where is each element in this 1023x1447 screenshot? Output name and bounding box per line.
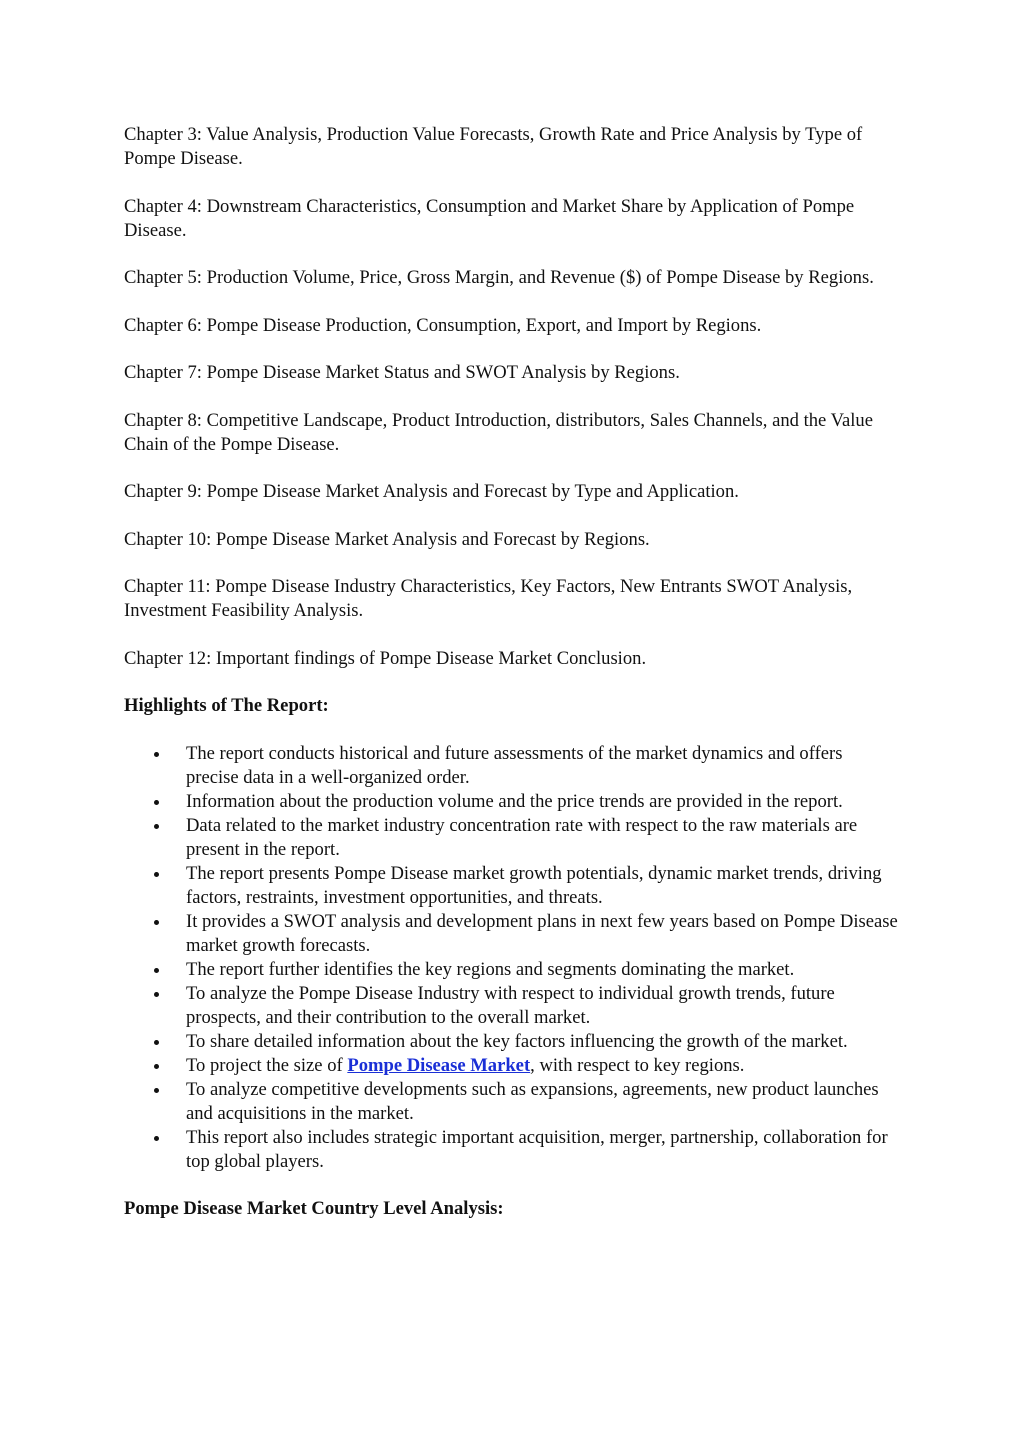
bullet-icon	[154, 872, 159, 877]
bullet-icon	[154, 1040, 159, 1045]
bullet-icon	[154, 992, 159, 997]
list-item-text: The report presents Pompe Disease market growth potentials, dynamic market trends, driving factors, restraints, investment opportunities, and threats.	[186, 862, 882, 908]
bullet-icon	[154, 824, 159, 829]
bullet-icon	[154, 1064, 159, 1069]
list-item	[124, 1030, 899, 1054]
list-item	[124, 1078, 899, 1126]
list-item-text: This report also includes strategic important acquisition, merger, partnership, collaboration for top global players.	[186, 1126, 888, 1172]
bullet-icon	[154, 1136, 159, 1141]
list-item-text-after-link: , with respect to key regions.	[530, 1054, 745, 1076]
list-item	[124, 958, 899, 982]
chapter-8-paragraph: Chapter 8: Competitive Landscape, Product Introduction, distributors, Sales Channels, and the Value Chain of the Pompe Disease.	[124, 409, 873, 455]
list-item	[124, 1126, 899, 1174]
highlights-list	[124, 742, 899, 1174]
list-item-text: To analyze the Pompe Disease Industry with respect to individual growth trends, future prospects, and their contribution to the overall market.	[186, 982, 835, 1028]
chapter-11-paragraph: Chapter 11: Pompe Disease Industry Characteristics, Key Factors, New Entrants SWOT Analysis, Investment Feasibility Analysis.	[124, 576, 853, 621]
list-item	[124, 982, 899, 1030]
highlights-heading: Highlights of The Report:	[124, 695, 329, 716]
list-item-text-before-link: To project the size of	[186, 1054, 348, 1076]
list-item	[124, 742, 899, 790]
chapter-12-paragraph: Chapter 12: Important findings of Pompe Disease Market Conclusion.	[124, 647, 647, 669]
country-level-analysis-heading: Pompe Disease Market Country Level Analysis:	[124, 1198, 504, 1219]
bullet-icon	[154, 800, 159, 805]
list-item	[124, 910, 899, 958]
bullet-icon	[154, 968, 159, 973]
chapter-3-paragraph: Chapter 3: Value Analysis, Production Value Forecasts, Growth Rate and Price Analysis by Type of Pompe Disease.	[124, 124, 863, 169]
list-item	[124, 790, 899, 814]
list-item-text: The report further identifies the key regions and segments dominating the market.	[186, 958, 795, 980]
list-item	[124, 814, 899, 862]
list-item	[124, 862, 899, 910]
bullet-icon	[154, 1088, 159, 1093]
bullet-icon	[154, 920, 159, 925]
pompe-disease-market-link[interactable]: Pompe Disease Market	[347, 1054, 531, 1076]
list-item-text: Data related to the market industry concentration rate with respect to the raw materials are present in the report.	[186, 814, 858, 860]
chapter-5-paragraph: Chapter 5: Production Volume, Price, Gross Margin, and Revenue ($) of Pompe Disease by Regions.	[124, 267, 874, 288]
list-item-text: To analyze competitive developments such as expansions, agreements, new product launches and acquisitions in the market.	[186, 1078, 879, 1124]
list-item-text: To share detailed information about the key factors influencing the growth of the market.	[186, 1030, 848, 1052]
chapter-9-paragraph: Chapter 9: Pompe Disease Market Analysis and Forecast by Type and Application.	[124, 481, 739, 502]
chapter-10-paragraph: Chapter 10: Pompe Disease Market Analysis and Forecast by Regions.	[124, 528, 650, 550]
bullet-icon	[154, 752, 159, 757]
list-item-with-link	[124, 1054, 899, 1078]
list-item-text: It provides a SWOT analysis and development plans in next few years based on Pompe Disease market growth forecasts.	[186, 910, 898, 956]
chapter-4-paragraph: Chapter 4: Downstream Characteristics, Consumption and Market Share by Application of Pompe Disease.	[124, 195, 855, 241]
chapter-6-paragraph: Chapter 6: Pompe Disease Production, Consumption, Export, and Import by Regions.	[124, 314, 762, 336]
chapter-7-paragraph: Chapter 7: Pompe Disease Market Status and SWOT Analysis by Regions.	[124, 362, 680, 383]
document-page	[124, 123, 899, 1245]
list-item-text: The report conducts historical and future assessments of the market dynamics and offers precise data in a well-organized order.	[186, 742, 843, 788]
list-item-text: Information about the production volume and the price trends are provided in the report.	[186, 790, 843, 812]
